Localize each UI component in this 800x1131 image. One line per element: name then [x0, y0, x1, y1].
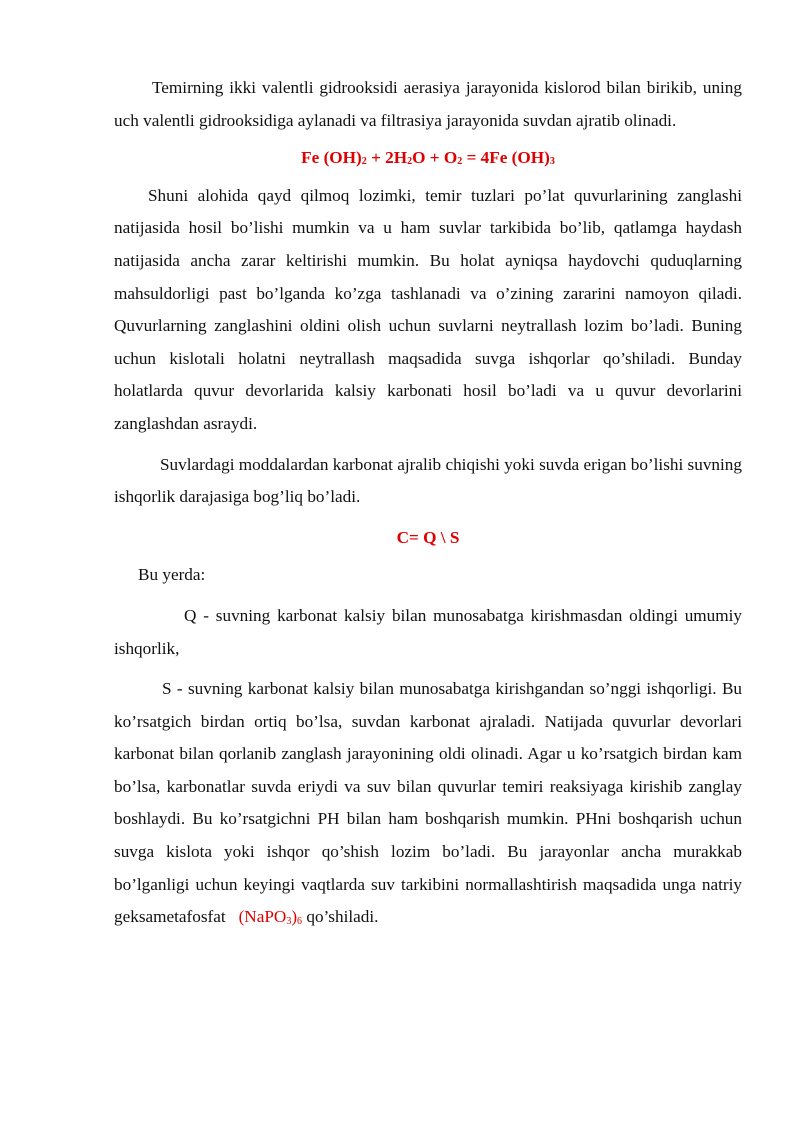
label-bu-yerda: Bu yerda:: [138, 565, 206, 585]
formula-subscript: 2: [361, 156, 367, 168]
formula-part: = 4Fe (OH): [462, 148, 550, 168]
paragraph-s-definition: [114, 673, 742, 934]
paragraph-q-definition: Q - suvning karbonat kalsiy bilan munosabatga kirishmasdan oldingi umumiy ishqorlik,: [114, 605, 742, 658]
paragraph-iron-hydroxide: Temirning ikki valentli gidrooksidi aerasiya jarayonida kislorod bilan birikib, uning uch valentli gidrooksidiga aylanadi va filtrasiya jarayonida suvdan ajratib olinadi.: [114, 78, 742, 130]
paragraph-s-text: S - suvning karbonat kalsiy bilan munosabatga kirishgandan so’nggi ishqorligi. Bu ko’rsatgich birdan ortiq bo’lsa, suvdan karbonat ajraladi. Natijada quvurlar devorlari karbonat bilan qorlanib zanglash jarayonining oldi olinadi. Agar u ko’rsatgich birdan kam bo’lsa, karbonatlar suvda eriydi va suv bilan quvurlar temiri reaksiyaga kirishib zanglay boshlaydi. Bu ko’rsatgichni PH bilan ham boshqarish mumkin. PHni boshqarish uchun suvga kislota yoki ishqor qo’shish lozim bo’ladi. Bu jarayonlar ancha murakkab bo’lganligi uchun keyingi vaqtlarda suv tarkibini normallashtirish maqsadida unga natriy geksametafosfat: [114, 679, 742, 927]
formula-subscript: 2: [407, 156, 413, 168]
document-page: [114, 72, 742, 934]
paragraph-carbonate: Suvlardagi moddalardan karbonat ajralib chiqishi yoki suvda erigan bo’lishi suvning ishqorlik darajasiga bog’liq bo’ladi.: [114, 454, 742, 507]
chem-part: (NaPO: [238, 907, 287, 927]
formula-subscript: 2: [457, 156, 463, 168]
formula-iron-oxidation: [114, 142, 742, 175]
formula-part: O + O: [412, 148, 458, 168]
chemical-formula-sodium-hexametaphosphate: [239, 907, 302, 926]
chem-subscript: 6: [297, 916, 303, 928]
paragraph-corrosion: Shuni alohida qayd qilmoq lozimki, temir tuzlari po’lat quvurlarining zanglashi natijasida hosil bo’lishi mumkin va u ham suvlar tarkibida bo’lib, qatlamga haydash natijasida ancha zarar keltirishi mumkin. Bu holat ayniqsa haydovchi quduqlarning mahsuldorligi past bo’lganda ko’zga tashlanadi va o’zining zararini namoyon qiladi. Quvurlarning zanglashini oldini olish uchun suvlarni neytrallash lozim bo’ladi. Buning uchun kislotali holatni neytrallash maqsadida suvga ishqorlar qo’shiladi. Bunday holatlarda quvur devorlarida kalsiy karbonati hosil bo’ladi va u quvur devorlarini zanglashdan asraydi.: [114, 185, 742, 433]
chem-subscript: 3: [286, 916, 292, 928]
paragraph-s-end: qo’shiladi.: [306, 907, 379, 927]
chem-part: ): [291, 907, 298, 927]
formula-alkalinity-ratio: C= Q \ S: [396, 527, 460, 547]
formula-part: Fe (OH): [301, 148, 362, 168]
formula-part: + 2H: [366, 148, 408, 168]
formula-subscript: 3: [549, 156, 555, 168]
